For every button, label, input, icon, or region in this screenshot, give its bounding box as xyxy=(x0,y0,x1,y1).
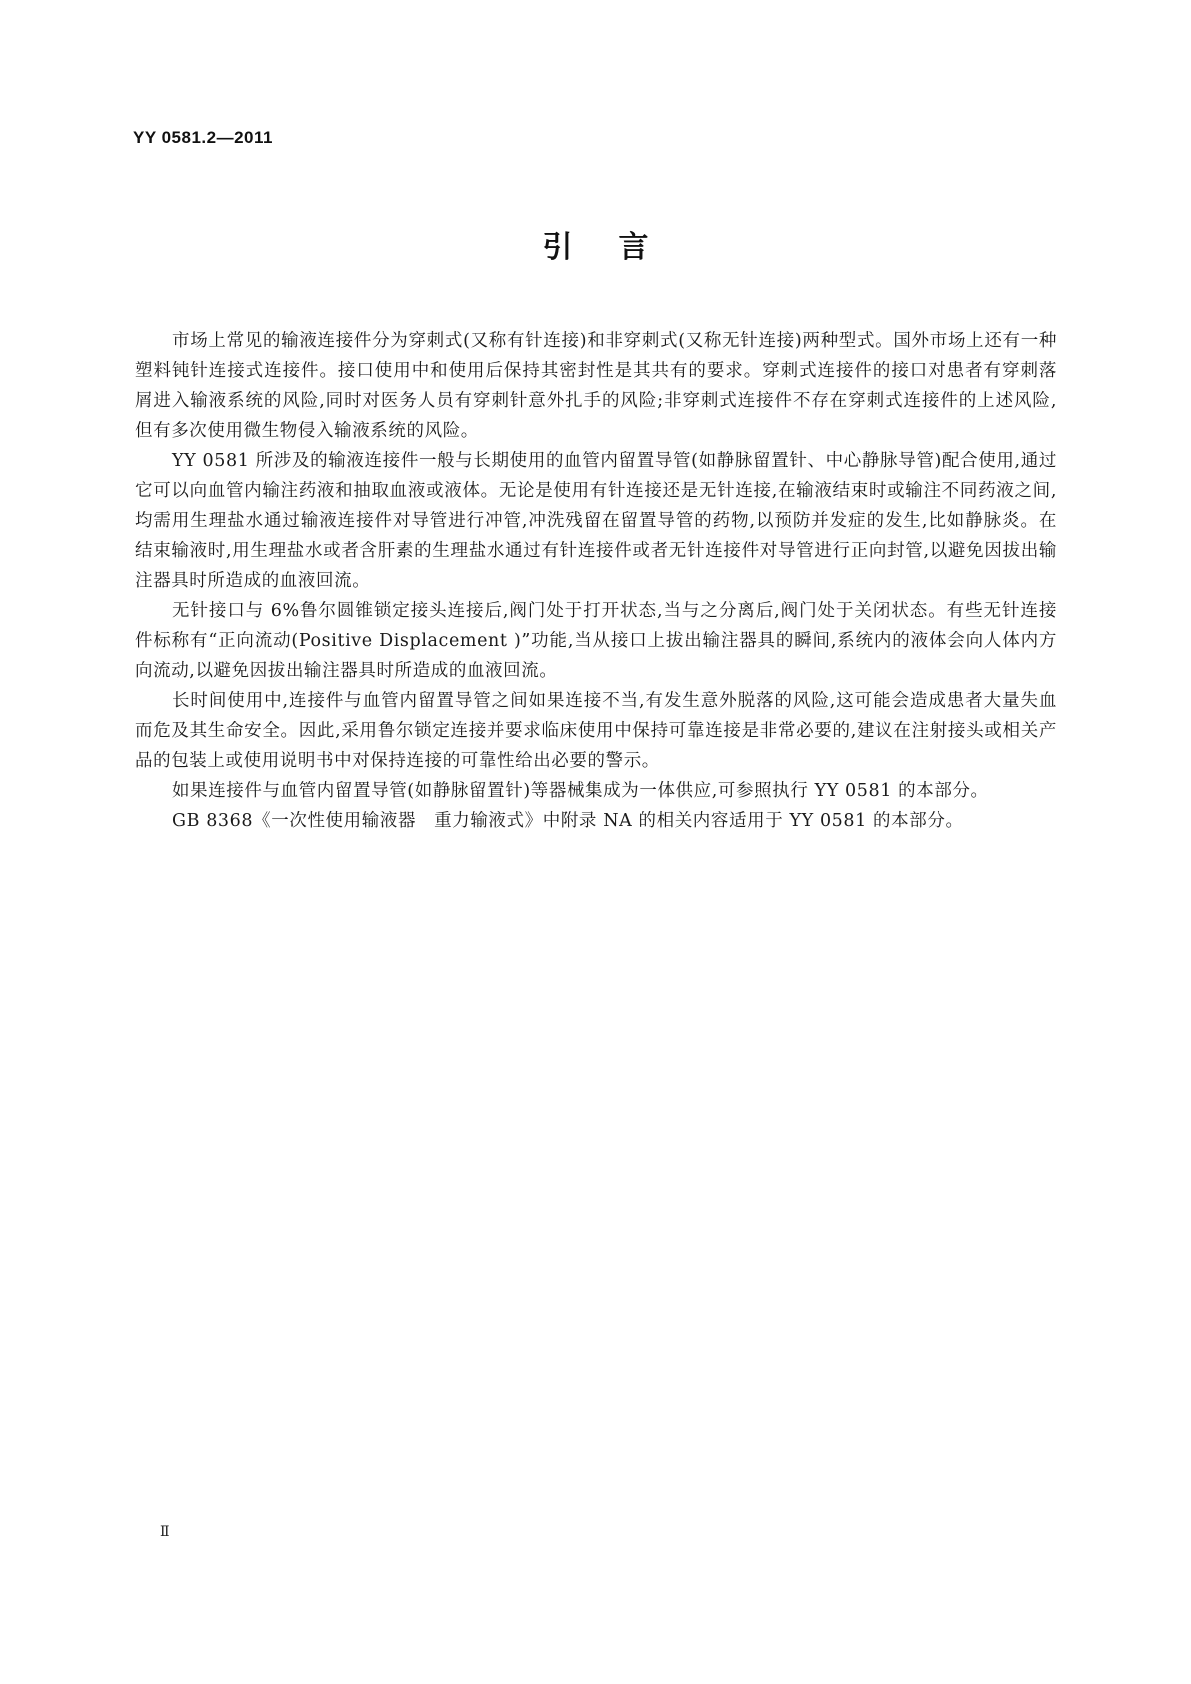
paragraph: 无针接口与 6%鲁尔圆锥锁定接头连接后,阀门处于打开状态,当与之分离后,阀门处于关闭状态。有些无针连接件标称有“正向流动(Positive Displacement )”功能,当从接口上拔出输注器具的瞬间,系统内的液体会向人体内方向流动,以避免因拔出输注器具时所造成的血液回流。 xyxy=(135,601,1057,681)
page-number: Ⅱ xyxy=(160,1525,170,1540)
paragraph: 长时间使用中,连接件与血管内留置导管之间如果连接不当,有发生意外脱落的风险,这可能会造成患者大量失血而危及其生命安全。因此,采用鲁尔锁定连接并要求临床使用中保持可靠连接是非常必要的,建议在注射接头或相关产品的包装上或使用说明书中对保持连接的可靠性给出必要的警示。 xyxy=(135,691,1057,771)
paragraph: 如果连接件与血管内留置导管(如静脉留置针)等器械集成为一体供应,可参照执行 YY 0581 的本部分。 xyxy=(172,781,989,801)
paragraph: YY 0581 所涉及的输液连接件一般与长期使用的血管内留置导管(如静脉留置针、中心静脉导管)配合使用,通过它可以向血管内输注药液和抽取血液或液体。无论是使用有针连接还是无针连接,在输液结束时或输注不同药液之间,均需用生理盐水通过输液连接件对导管进行冲管,冲洗残留在留置导管的药物,以预防并发症的发生,比如静脉炎。在结束输液时,用生理盐水或者含肝素的生理盐水通过有针连接件或者无针连接件对导管进行正向封管,以避免因拔出输注器具时所造成的血液回流。 xyxy=(135,451,1057,591)
paragraph: 市场上常见的输液连接件分为穿刺式(又称有针连接)和非穿刺式(又称无针连接)两种型式。国外市场上还有一种塑料钝针连接式连接件。接口使用中和使用后保持其密封性是其共有的要求。穿刺式连接件的接口对患者有穿刺落屑进入输液系统的风险,同时对医务人员有穿刺针意外扎手的风险;非穿刺式连接件不存在穿刺式连接件的上述风险,但有多次使用微生物侵入输液系统的风险。 xyxy=(135,331,1057,441)
paragraph: GB 8368《一次性使用输液器 重力输液式》中附录 NA 的相关内容适用于 YY 0581 的本部分。 xyxy=(172,811,964,831)
document-code: YY 0581.2—2011 xyxy=(133,128,273,147)
body-text xyxy=(135,326,1057,836)
page-title: 引言 xyxy=(542,230,695,265)
